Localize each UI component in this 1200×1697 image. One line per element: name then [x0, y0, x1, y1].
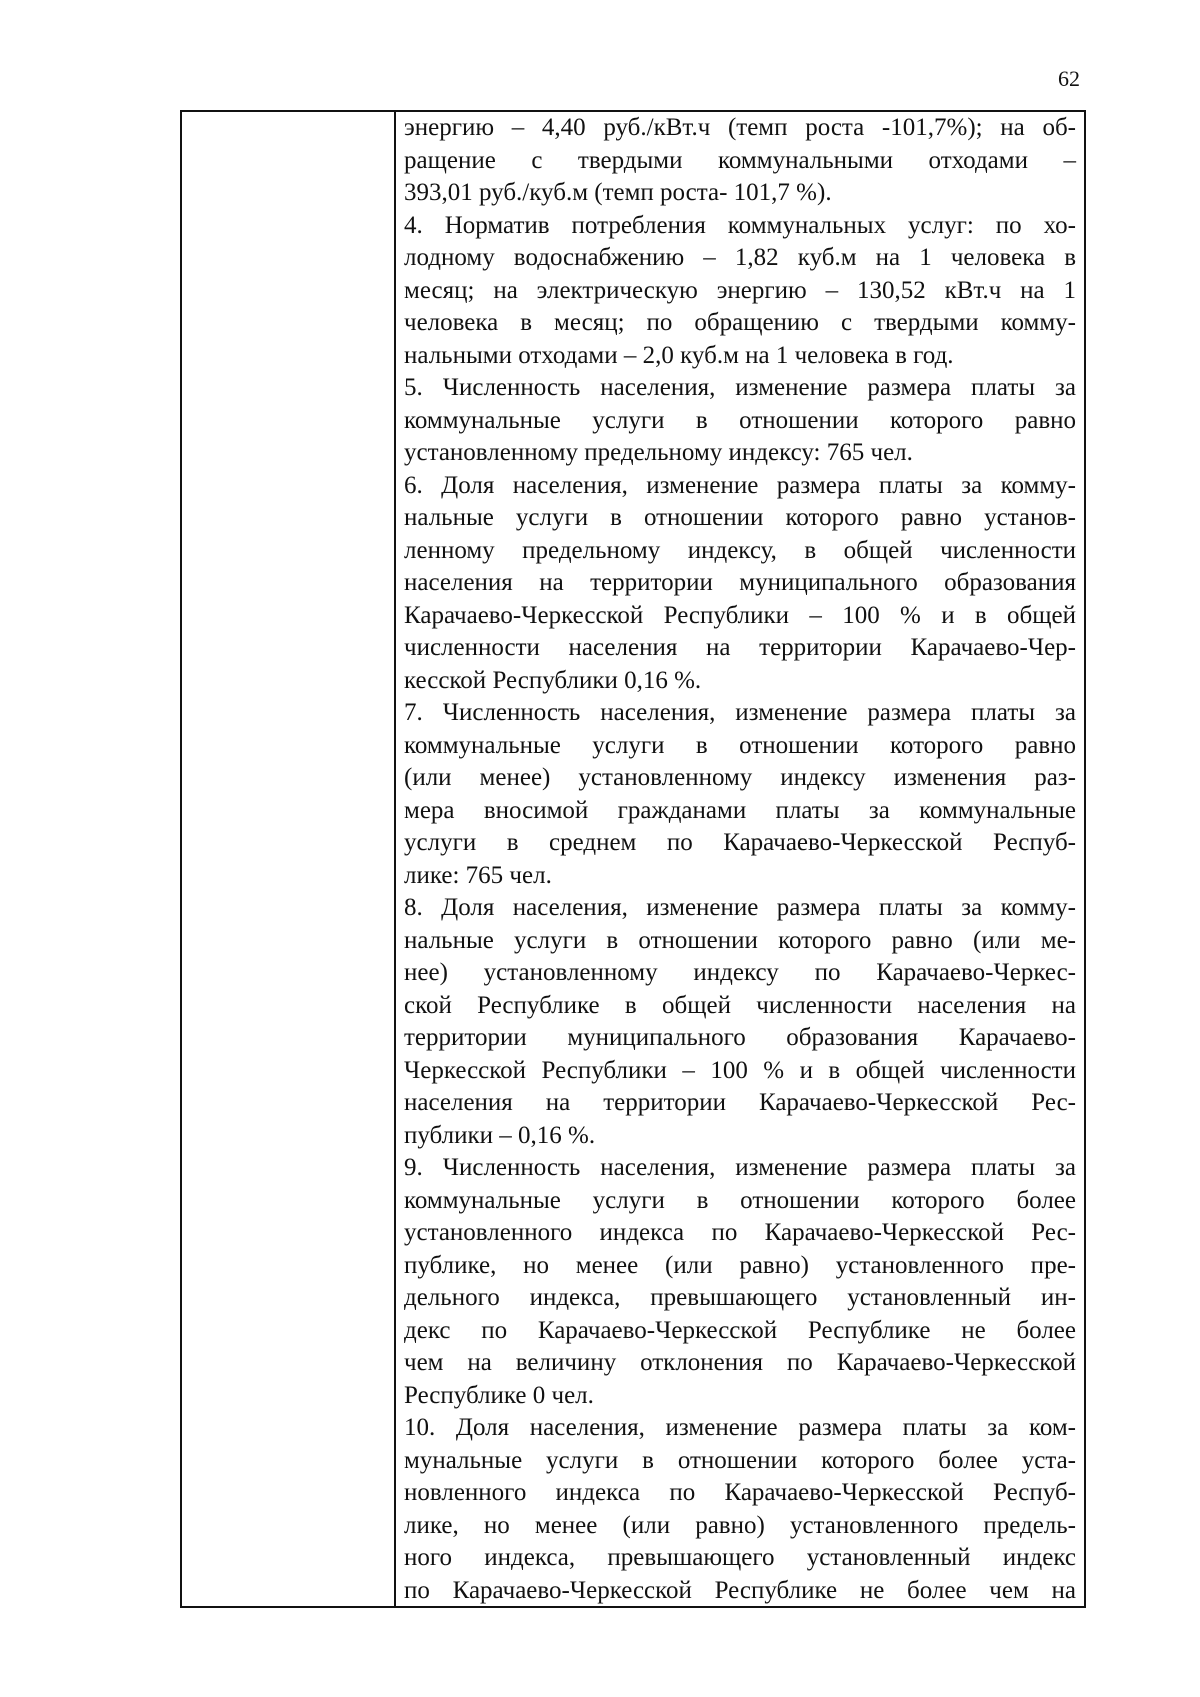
text-line: новленного индекса по Карачаево-Черкесской Респуб-	[404, 1479, 1076, 1506]
text-line: установленному предельному индексу: 765 чел.	[404, 439, 913, 466]
text-line: ращение с твердыми коммунальными отходами –	[404, 146, 1076, 174]
document-table	[180, 110, 1086, 1608]
text-line: установленного индекса по Карачаево-Черкесской Рес-	[404, 1219, 1076, 1246]
text-line: коммунальные услуги в отношении которого равно	[404, 406, 1076, 434]
text-line: публики – 0,16 %.	[404, 1121, 596, 1149]
text-line: услуги в среднем по Карачаево-Черкесской Респуб-	[404, 829, 1076, 856]
text-line: коммунальные услуги в отношении которого более	[404, 1186, 1076, 1214]
text-line: территории муниципального образования Карачаево-	[404, 1024, 1076, 1051]
text-line: 7. Численность населения, изменение размера платы за	[404, 699, 1076, 726]
text-line: дельного индекса, превышающего установленный ин-	[404, 1284, 1076, 1311]
text-line: 6. Доля населения, изменение размера платы за комму-	[404, 471, 1076, 499]
page-number: 62	[1058, 66, 1080, 91]
text-line: 8. Доля населения, изменение размера платы за комму-	[404, 894, 1076, 921]
text-line: декс по Карачаево-Черкесской Республике не более	[404, 1316, 1076, 1344]
text-line: ного индекса, превышающего установленный индекс	[404, 1544, 1076, 1571]
text-line: кесской Республики 0,16 %.	[404, 666, 702, 694]
text-line: 4. Норматив потребления коммунальных услуг: по хо-	[404, 211, 1076, 239]
text-line: нальные услуги в отношении которого равно (или ме-	[404, 926, 1076, 954]
table-text-cell	[396, 112, 1084, 1606]
text-line: месяц; на электрическую энергию – 130,52 кВт.ч на 1	[404, 276, 1076, 304]
table-left-cell	[182, 112, 396, 1606]
text-line: лодному водоснабжению – 1,82 куб.м на 1 человека в	[404, 244, 1076, 271]
text-line: по Карачаево-Черкесской Республике не более чем на	[404, 1576, 1076, 1604]
text-line: 5. Численность населения, изменение размера платы за	[404, 374, 1076, 401]
text-line: энергию – 4,40 руб./кВт.ч (темп роста -101,7%); на об-	[404, 114, 1076, 141]
text-line: мера вносимой гражданами платы за коммунальные	[404, 796, 1076, 824]
text-line: численности населения на территории Карачаево-Чер-	[404, 634, 1076, 661]
text-line: Карачаево-Черкесской Республики – 100 % и в общей	[404, 601, 1076, 629]
text-line: чем на величину отклонения по Карачаево-Черкесской	[404, 1349, 1076, 1376]
text-line: нальными отходами – 2,0 куб.м на 1 человека в год.	[404, 341, 954, 369]
text-line: Республике 0 чел.	[404, 1381, 594, 1409]
text-line: 9. Численность населения, изменение размера платы за	[404, 1154, 1076, 1181]
text-line: ской Республике в общей численности населения на	[404, 991, 1076, 1019]
text-line: населения на территории Карачаево-Черкесской Рес-	[404, 1089, 1076, 1116]
text-line: 10. Доля населения, изменение размера платы за ком-	[404, 1414, 1076, 1441]
text-line: (или менее) установленному индексу изменения раз-	[404, 764, 1076, 791]
text-line: лике, но менее (или равно) установленного предель-	[404, 1511, 1076, 1539]
text-line: нальные услуги в отношении которого равно установ-	[404, 504, 1076, 531]
text-line: человека в месяц; по обращению с твердыми комму-	[404, 309, 1076, 336]
text-line: Черкесской Республики – 100 % и в общей численности	[404, 1056, 1076, 1084]
text-line: 393,01 руб./куб.м (темп роста- 101,7 %).	[404, 179, 832, 206]
text-line: населения на территории муниципального образования	[404, 569, 1076, 596]
text-line: нее) установленному индексу по Карачаево-Черкес-	[404, 959, 1076, 986]
text-line: коммунальные услуги в отношении которого равно	[404, 731, 1076, 759]
text-line: мунальные услуги в отношении которого более уста-	[404, 1446, 1076, 1474]
text-line: публике, но менее (или равно) установленного пре-	[404, 1251, 1076, 1279]
text-line: ленному предельному индексу, в общей численности	[404, 536, 1076, 564]
text-line: лике: 765 чел.	[404, 861, 552, 889]
